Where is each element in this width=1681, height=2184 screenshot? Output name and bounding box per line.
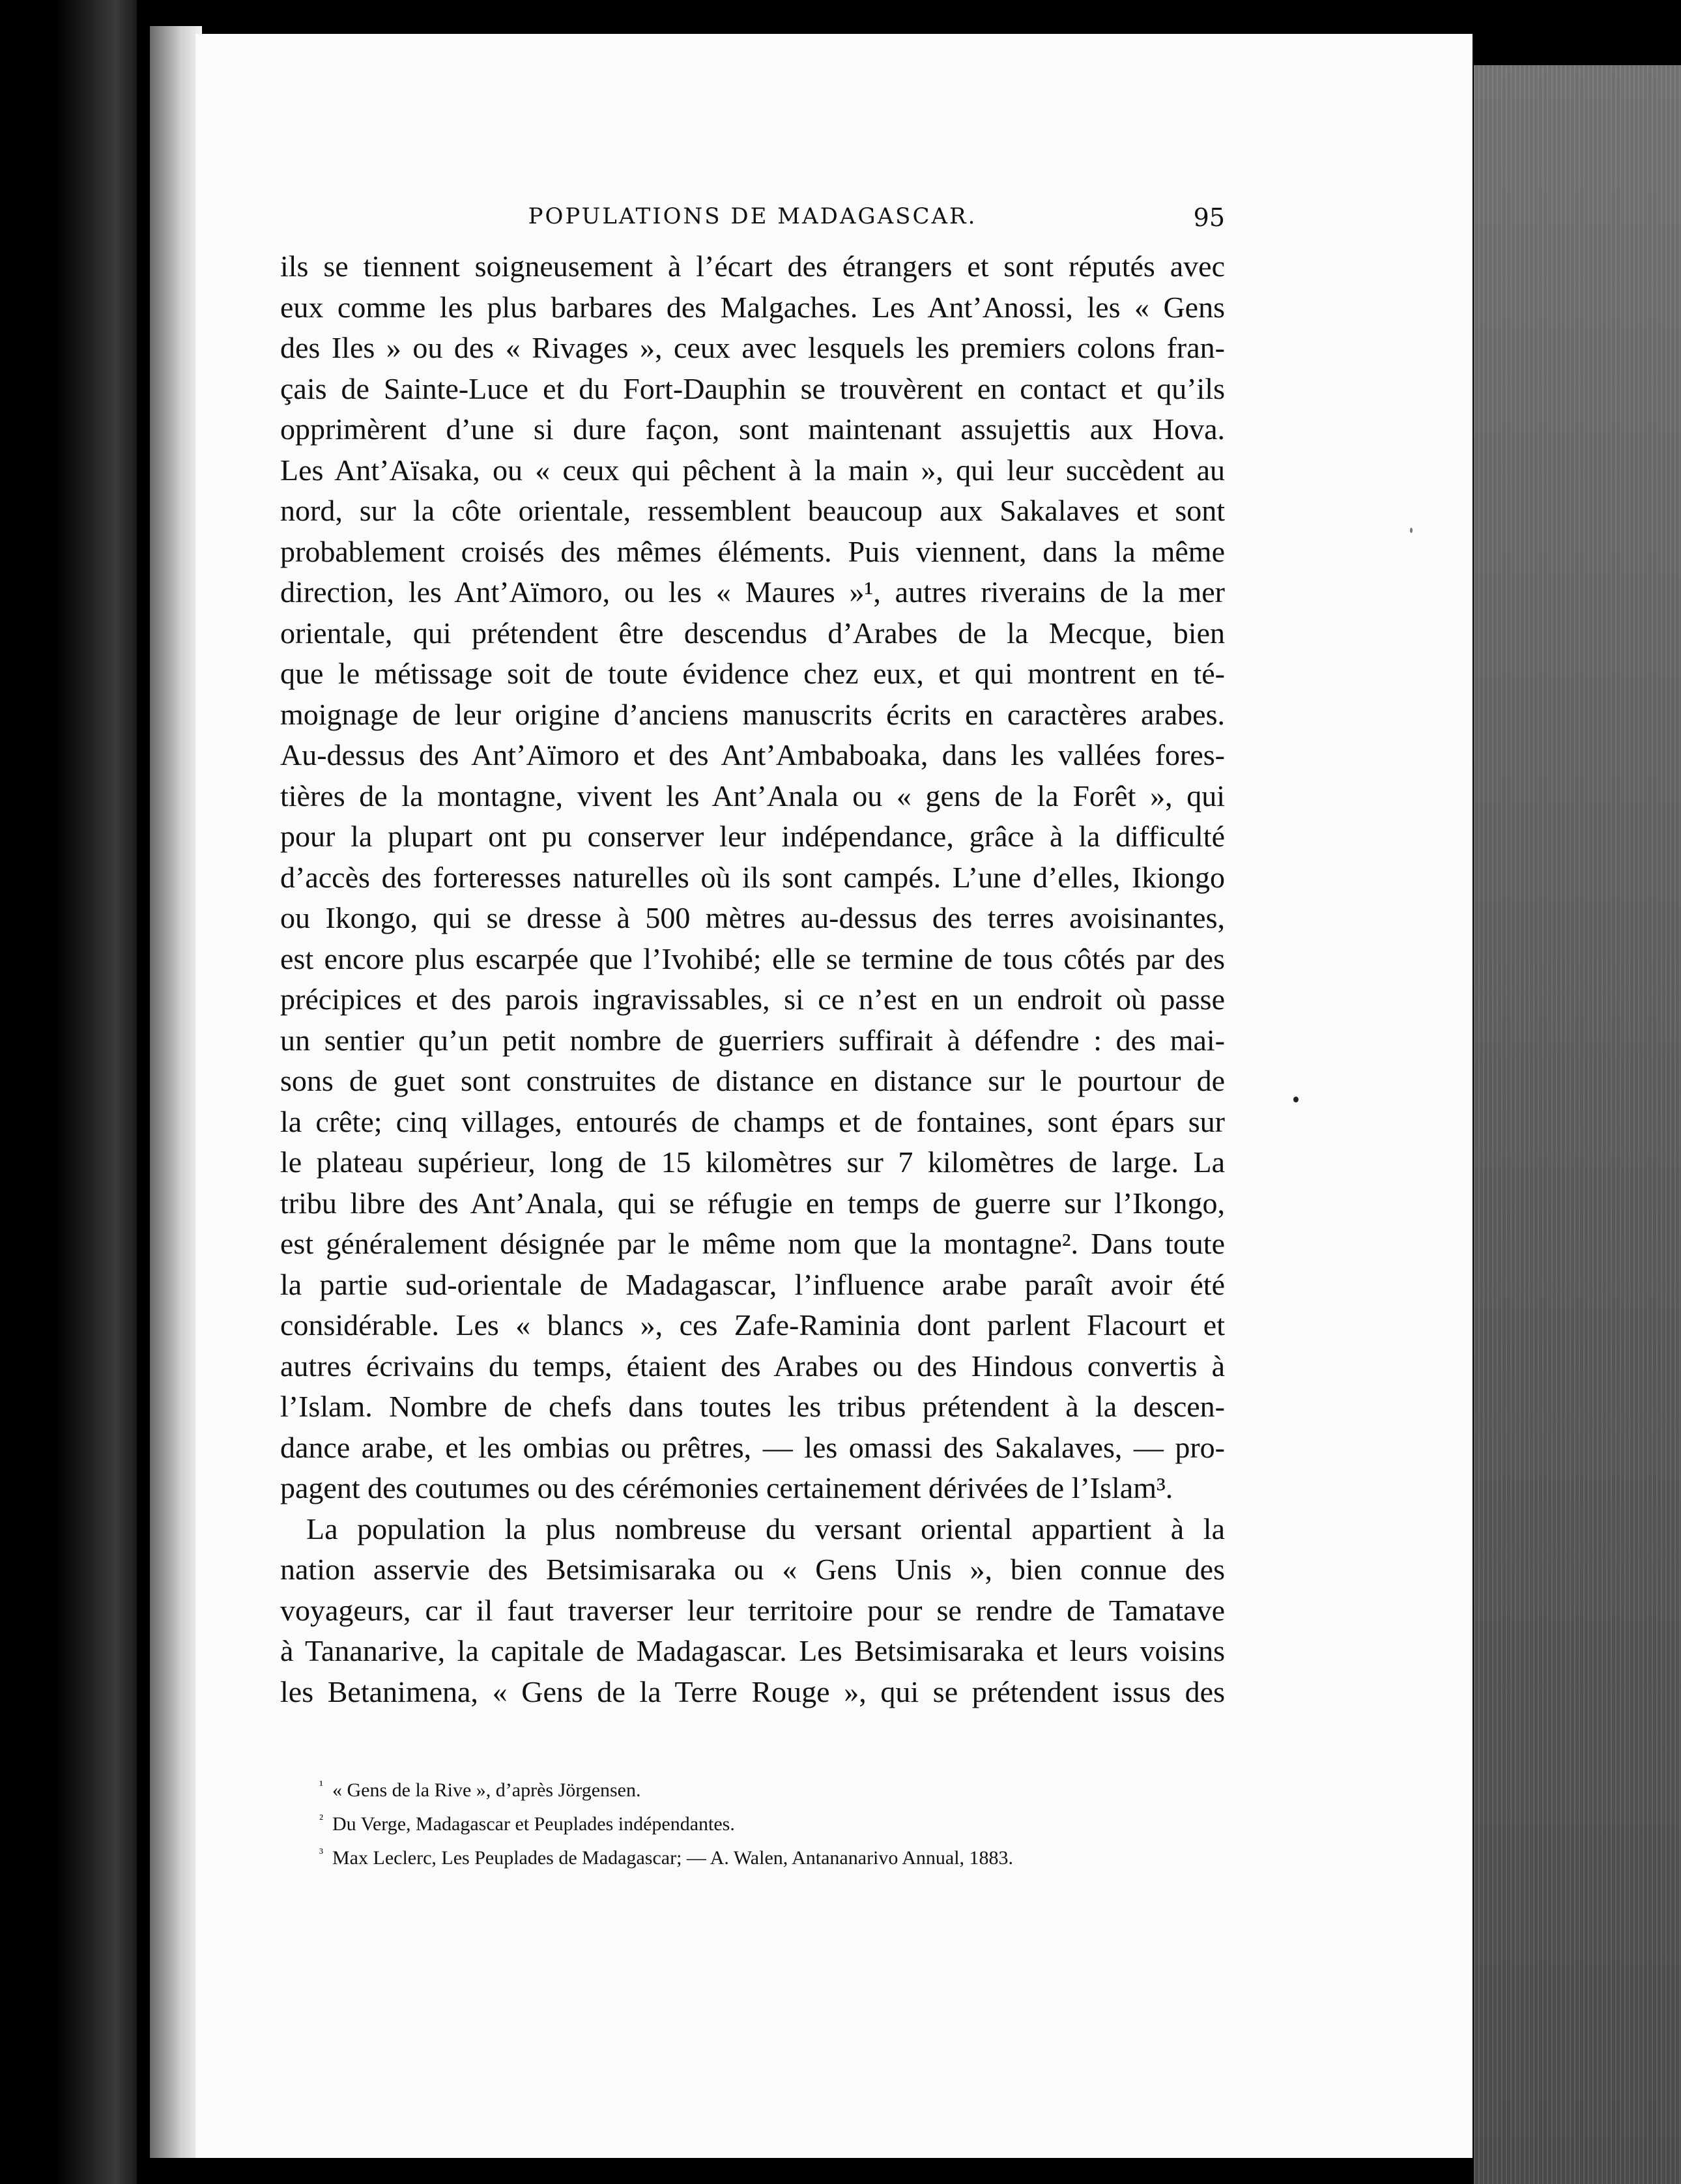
page-speck <box>1410 528 1413 533</box>
footnote <box>280 1771 1225 1805</box>
text-line: le plateau supérieur, long de 15 kilomètres sur 7 kilomètres de large. La <box>280 1145 1225 1179</box>
facing-page-edge <box>150 26 202 2158</box>
text-line: moignage de leur origine d’anciens manuscrits écrits en caractères arabes. <box>280 697 1225 731</box>
text-line: eux comme les plus barbares des Malgaches. Les Ant’Anossi, les « Gens <box>280 290 1225 324</box>
text-line: la crête; cinq villages, entourés de champs et de fontaines, sont épars sur <box>280 1104 1225 1138</box>
footnote <box>280 1805 1225 1839</box>
text-line: direction, les Ant’Aïmoro, ou les « Maures »¹, autres riverains de la mer <box>280 575 1225 609</box>
text-line: l’Islam. Nombre de chefs dans toutes les tribus prétendent à la descen- <box>280 1390 1225 1423</box>
text-line: nord, sur la côte orientale, ressemblent beaucoup aux Sakalaves et sont <box>280 494 1225 527</box>
text-line: précipices et des parois ingravissables, si ce n’est en un endroit où passe <box>280 983 1225 1016</box>
text-line: orientale, qui prétendent être descendus d’Arabes de la Mecque, bien <box>280 616 1225 650</box>
page-speck <box>1293 1097 1299 1102</box>
text-line: sons de guet sont construites de distance en distance sur le pourtour de <box>280 1064 1225 1097</box>
footnote-text: Max Leclerc, Les Peuplades de Madagascar; — A. Walen, Antananarivo Annual, 1883. <box>332 1847 1014 1869</box>
text-line: tières de la montagne, vivent les Ant’Anala ou « gens de la Forêt », qui <box>280 779 1225 812</box>
text-line: est encore plus escarpée que l’Ivohibé; elle se termine de tous côtés par des <box>280 941 1225 975</box>
text-line: les Betanimena, « Gens de la Terre Rouge », qui se prétendent issus des <box>280 1674 1225 1708</box>
footnote <box>280 1839 1225 1873</box>
text-line: ou Ikongo, qui se dresse à 500 mètres au-dessus des terres avoisinantes, <box>280 901 1225 934</box>
body-text <box>280 246 1225 1712</box>
text-line: tribu libre des Ant’Anala, qui se réfugie en temps de guerre sur l’Ikongo, <box>280 1186 1225 1220</box>
running-head <box>280 203 1225 240</box>
text-line: considérable. Les « blancs », ces Zafe-Raminia dont parlent Flacourt et <box>280 1308 1225 1342</box>
text-line: d’accès des forteresses naturelles où ils sont campés. L’une d’elles, Ikiongo <box>280 860 1225 894</box>
running-title: POPULATIONS DE MADAGASCAR. <box>528 203 977 229</box>
text-line: çais de Sainte-Luce et du Fort-Dauphin se trouvèrent en contact et qu’ils <box>280 371 1225 405</box>
text-line: ils se tiennent soigneusement à l’écart des étrangers et sont réputés avec <box>280 250 1225 283</box>
text-line: dance arabe, et les ombias ou prêtres, — les omassi des Sakalaves, — pro- <box>280 1430 1225 1464</box>
text-line: pagent des coutumes ou des cérémonies certainement dérivées de l’Islam³. <box>280 1471 1173 1504</box>
text-line: un sentier qu’un petit nombre de guerriers suffirait à défendre : des mai- <box>280 1023 1225 1057</box>
page-stack-edge <box>1474 65 1681 2184</box>
footnote-mark: ¹ <box>319 1778 323 1792</box>
text-line: autres écrivains du temps, étaient des Arabes ou des Hindous convertis à <box>280 1349 1225 1383</box>
footnote-mark: ³ <box>319 1846 323 1860</box>
footnote-mark: ² <box>319 1812 323 1826</box>
text-line: est généralement désignée par le même nom que la montagne². Dans toute <box>280 1227 1225 1260</box>
text-line: nation asservie des Betsimisaraka ou « Gens Unis », bien connue des <box>280 1553 1225 1586</box>
text-line: que le métissage soit de toute évidence chez eux, et qui montrent en té- <box>280 657 1225 690</box>
text-line: opprimèrent d’une si dure façon, sont maintenant assujettis aux Hova. <box>280 412 1225 446</box>
text-line: La population la plus nombreuse du versant oriental appartient à la <box>306 1512 1225 1545</box>
text-line: Les Ant’Aïsaka, ou « ceux qui pêchent à la main », qui leur succèdent au <box>280 453 1225 487</box>
text-line: à Tananarive, la capitale de Madagascar. Les Betsimisaraka et leurs voisins <box>280 1634 1225 1667</box>
left-binding-shadow <box>0 0 137 2184</box>
text-line: pour la plupart ont pu conserver leur indépendance, grâce à la difficulté <box>280 820 1225 853</box>
text-line: des Iles » ou des « Rivages », ceux avec lesquels les premiers colons fran- <box>280 331 1225 364</box>
footnote-text: « Gens de la Rive », d’après Jörgensen. <box>332 1779 641 1801</box>
text-line: probablement croisés des mêmes éléments. Puis viennent, dans la même <box>280 534 1225 568</box>
text-line: voyageurs, car il faut traverser leur territoire pour se rendre de Tamatave <box>280 1593 1225 1627</box>
footnotes <box>280 1771 1225 1873</box>
footnote-text: Du Verge, Madagascar et Peuplades indépendantes. <box>332 1813 735 1835</box>
text-line: la partie sud-orientale de Madagascar, l’influence arabe paraît avoir été <box>280 1267 1225 1301</box>
text-line: Au-dessus des Ant’Aïmoro et des Ant’Ambaboaka, dans les vallées fores- <box>280 738 1225 771</box>
page-number: 95 <box>1193 203 1225 232</box>
